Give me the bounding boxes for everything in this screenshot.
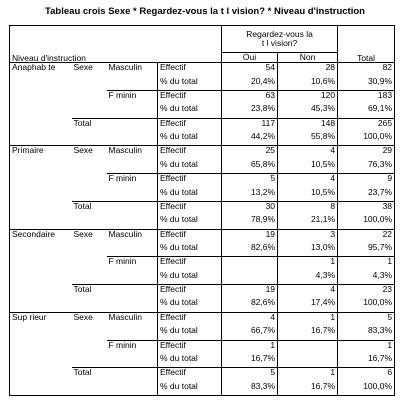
cell-oui-pct [222,271,278,285]
statistic-label: Effectif [158,201,222,215]
cell-oui-pct: 16,7% [222,354,278,368]
cell-total-pct: 30,9% [338,77,395,91]
cell-non-pct: 13,0% [278,243,338,257]
cell-non-pct: 10,5% [278,160,338,174]
cell-total-pct: 100,0% [338,215,395,229]
level-label: Secondaire [10,229,72,312]
cell-oui-eff: 19 [222,229,278,243]
statistic-label: Effectif [158,146,222,160]
cell-oui-pct: 23,8% [222,104,278,118]
statistic-label: % du total [158,188,222,202]
crosstab-table [9,25,395,396]
cell-non-eff: 4 [278,174,338,188]
cell-non-pct: 10,6% [278,77,338,91]
total-row-label: Total [72,285,158,313]
cell-oui-pct: 83,3% [222,382,278,396]
cell-oui-pct: 82,6% [222,243,278,257]
column-header-oui: Oui [222,52,278,63]
cell-total-pct: 69,1% [338,104,395,118]
cell-total-eff: 5 [338,312,395,326]
statistic-label: Effectif [158,368,222,382]
table-row [10,229,395,243]
cell-total-pct: 4,3% [338,271,395,285]
column-header-total: Total [338,26,395,63]
cell-non-pct: 16,7% [278,326,338,340]
statistic-label: % du total [158,215,222,229]
cell-total-pct: 95,7% [338,243,395,257]
cell-total-pct: 16,7% [338,354,395,368]
column-variable-header [222,26,338,53]
cell-oui-pct: 20,4% [222,77,278,91]
cell-oui-pct: 82,6% [222,298,278,312]
cell-non-eff: 1 [278,312,338,326]
cell-oui-eff: 54 [222,63,278,77]
cell-oui-eff: 19 [222,285,278,299]
cell-total-eff: 265 [338,118,395,132]
statistic-label: Effectif [158,174,222,188]
cell-non-pct: 4,3% [278,271,338,285]
statistic-label: % du total [158,271,222,285]
cell-oui-eff: 5 [222,174,278,188]
column-variable-label-line1: Regardez-vous la [246,29,313,39]
cell-non-eff: 120 [278,91,338,105]
statistic-label: % du total [158,104,222,118]
total-row-label: Total [72,201,158,229]
sexe-label: Sexe [72,312,107,367]
cell-non-eff: 1 [278,368,338,382]
cell-non-eff: 28 [278,63,338,77]
column-header-non: Non [278,52,338,63]
sex-category-feminin: F minin [107,174,158,202]
sex-category-masculin: Masculin [107,229,158,257]
statistic-label: Effectif [158,63,222,77]
statistic-label: Effectif [158,118,222,132]
cell-non-eff: 148 [278,118,338,132]
cell-oui-pct: 13,2% [222,188,278,202]
statistic-label: % du total [158,382,222,396]
cell-total-pct: 23,7% [338,188,395,202]
cell-total-eff: 82 [338,63,395,77]
statistic-label: Effectif [158,229,222,243]
cell-oui-pct: 65,8% [222,160,278,174]
cell-total-pct: 100,0% [338,382,395,396]
level-label: Primaire [10,146,72,229]
statistic-label: Effectif [158,285,222,299]
sex-category-feminin: F minin [107,91,158,119]
cell-oui-eff: 1 [222,340,278,354]
table-row [10,312,395,326]
cell-total-pct: 100,0% [338,132,395,146]
cell-oui-eff: 63 [222,91,278,105]
cell-total-eff: 23 [338,285,395,299]
statistic-label: % du total [158,243,222,257]
sex-category-masculin: Masculin [107,312,158,340]
cell-non-pct: 16,7% [278,382,338,396]
total-row-label: Total [72,118,158,146]
table-title: Tableau crois Sexe * Regardez-vous la t l vision? * Niveau d'instruction [45,6,365,17]
header-row-top [10,26,395,53]
sexe-label: Sexe [72,229,107,284]
level-label: Anaphab te [10,63,72,146]
cell-oui-pct: 66,7% [222,326,278,340]
cell-oui-eff: 30 [222,201,278,215]
cell-total-eff: 6 [338,368,395,382]
column-variable-label-line2: t l vision? [261,37,298,48]
cell-oui-pct: 78,9% [222,215,278,229]
table-row [10,146,395,160]
cell-total-pct: 76,3% [338,160,395,174]
cell-non-eff: 8 [278,201,338,215]
cell-non-pct: 55,8% [278,132,338,146]
statistic-label: % du total [158,326,222,340]
cell-non-eff: 1 [278,257,338,271]
sexe-label: Sexe [72,146,107,201]
cell-total-pct: 100,0% [338,298,395,312]
cell-total-pct: 83,3% [338,326,395,340]
cell-non-eff: 4 [278,285,338,299]
cell-oui-eff [222,257,278,271]
statistic-label: % du total [158,77,222,91]
sex-category-feminin: F minin [107,340,158,368]
statistic-label: % du total [158,354,222,368]
cell-oui-eff: 25 [222,146,278,160]
cell-non-eff [278,340,338,354]
statistic-label: Effectif [158,91,222,105]
cell-non-pct: 10,5% [278,188,338,202]
sex-category-masculin: Masculin [107,146,158,174]
cell-oui-pct: 44,2% [222,132,278,146]
statistic-label: % du total [158,132,222,146]
cell-total-eff: 38 [338,201,395,215]
statistic-label: Effectif [158,340,222,354]
statistic-label: Effectif [158,257,222,271]
statistic-label: % du total [158,160,222,174]
cell-total-eff: 29 [338,146,395,160]
total-row-label: Total [72,368,158,396]
cell-oui-eff: 5 [222,368,278,382]
sex-category-masculin: Masculin [107,63,158,91]
cell-total-eff: 9 [338,174,395,188]
sexe-label: Sexe [72,63,107,118]
cell-non-pct: 45,3% [278,104,338,118]
cell-non-pct: 17,4% [278,298,338,312]
statistic-label: Effectif [158,312,222,326]
cell-non-eff: 4 [278,146,338,160]
level-label: Sup rieur [10,312,72,395]
cell-non-pct: 21,1% [278,215,338,229]
cell-oui-eff: 117 [222,118,278,132]
cell-total-eff: 1 [338,257,395,271]
cell-total-eff: 1 [338,340,395,354]
cell-oui-eff: 4 [222,312,278,326]
sex-category-feminin: F minin [107,257,158,285]
header-corner [10,26,222,63]
statistic-label: % du total [158,298,222,312]
cell-total-eff: 22 [338,229,395,243]
table-row [10,63,395,77]
cell-non-eff: 3 [278,229,338,243]
cell-total-eff: 183 [338,91,395,105]
row-variable-label: Niveau d'instruction [12,52,86,63]
cell-non-pct [278,354,338,368]
